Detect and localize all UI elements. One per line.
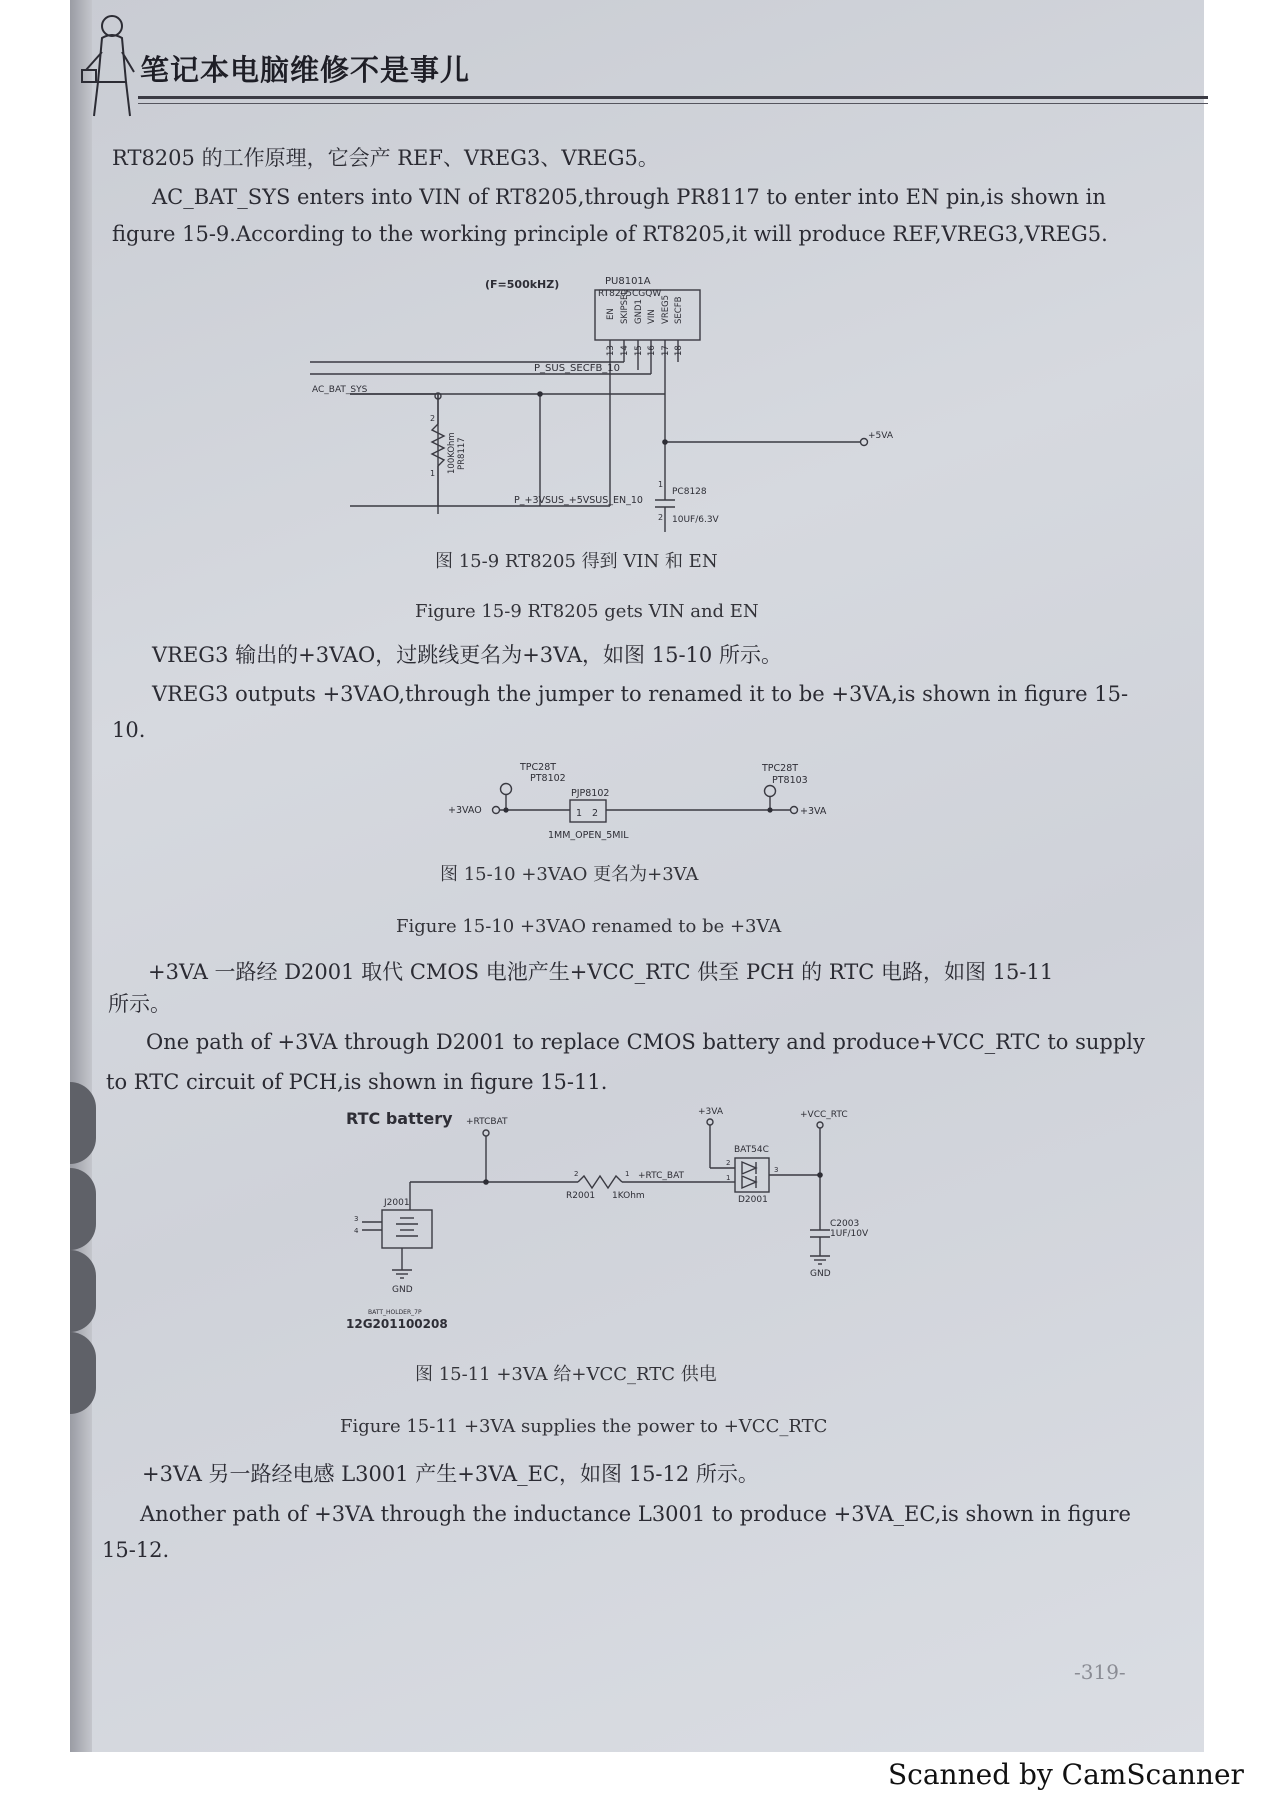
thumb-tab-3 <box>70 1250 96 1332</box>
thumb-tab-4 <box>70 1332 96 1414</box>
fig11-cap-val: 1UF/10V <box>830 1229 869 1239</box>
fig9-cap-pin2: 2 <box>658 513 664 522</box>
fig9-net-en: P_+3VSUS_+5VSUS_EN_10 <box>514 495 643 506</box>
fig11-caption-en: Figure 15-11 +3VA supplies the power to +VCC_RTC <box>340 1416 828 1437</box>
fig11-d-pin3: 3 <box>774 1166 779 1174</box>
fig11-net-3va: +3VA <box>698 1107 724 1117</box>
fig11-pin-a: 3 <box>354 1215 359 1223</box>
fig9-pin-skipsel: SKIPSEL <box>620 289 630 324</box>
technician-mascot-icon <box>80 12 140 120</box>
fig11-d-pin2: 2 <box>726 1159 731 1167</box>
book-title: 笔记本电脑维修不是事儿 <box>140 53 471 87</box>
fig11-diode-part: BAT54C <box>734 1145 769 1155</box>
fig11-holder: BATT_HOLDER_7P <box>368 1309 422 1316</box>
para3-en-line1: One path of +3VA through D2001 to replace CMOS battery and produce+VCC_RTC to supply <box>146 1030 1145 1054</box>
fig9-res-label: 100KOhm <box>447 432 457 474</box>
para1-en-line2: figure 15-9.According to the working principle of RT8205,it will produce REF,VREG3,VREG5. <box>112 222 1108 246</box>
fig9-pinnum-17: 17 <box>661 345 671 356</box>
fig11-res-ref: R2001 <box>566 1191 596 1201</box>
fig11-diode-ref: D2001 <box>738 1195 768 1205</box>
fig9-freq-label: (F=500kHZ) <box>485 278 560 291</box>
para4-cn: +3VA 另一路经电感 L3001 产生+3VA_EC，如图 15-12 所示。 <box>142 1462 759 1486</box>
fig10-tp1-ref: PT8102 <box>530 773 566 784</box>
fig9-cap-pin1: 1 <box>658 480 664 489</box>
fig9-pin-gnd1: GND1 <box>634 299 644 324</box>
fig11-part-no: 12G201100208 <box>346 1317 448 1331</box>
fig10-tp2-ref: PT8103 <box>772 775 808 786</box>
scanned-page <box>70 0 1204 1752</box>
fig9-pin-vreg5: VREG5 <box>661 294 671 324</box>
fig11-title: RTC battery <box>346 1109 453 1128</box>
fig11-res-pin2: 2 <box>574 1170 579 1178</box>
fig9-pinnum-18: 18 <box>674 345 684 356</box>
fig11-caption-cn: 图 15-11 +3VA 给+VCC_RTC 供电 <box>415 1364 717 1385</box>
fig9-ic-part: RT8205CGQW <box>598 289 662 299</box>
fig10-jumper-val: 1MM_OPEN_5MIL <box>548 830 629 841</box>
para2-en-line2: 10. <box>112 718 146 742</box>
fig11-cap-ref: C2003 <box>830 1219 860 1229</box>
fig9-res-pin1: 1 <box>430 469 436 478</box>
fig9-res-ref: PR8117 <box>457 437 467 470</box>
figure-15-10-schematic <box>370 752 827 852</box>
fig11-res-val: 1KOhm <box>612 1191 645 1201</box>
para4-en-line1: Another path of +3VA through the inductance L3001 to produce +3VA_EC,is shown in figure <box>140 1502 1131 1526</box>
para2-en-line1: VREG3 outputs +3VAO,through the jumper to renamed it to be +3VA,is shown in figure 15- <box>152 682 1129 706</box>
page-number: -319- <box>1074 1660 1126 1684</box>
figure-15-9-schematic <box>270 274 970 534</box>
fig11-d-pin1: 1 <box>726 1174 731 1182</box>
fig9-pin-en: EN <box>606 308 616 320</box>
fig11-pin-b: 4 <box>354 1227 359 1235</box>
fig11-res-pin1: 1 <box>625 1170 630 1178</box>
fig10-caption-cn: 图 15-10 +3VAO 更名为+3VA <box>440 864 699 885</box>
fig9-pin-secfb: SECFB <box>674 296 684 324</box>
fig10-tp2-type: TPC28T <box>762 763 799 774</box>
fig9-caption-en: Figure 15-9 RT8205 gets VIN and EN <box>415 601 759 622</box>
fig10-net-in: +3VAO <box>448 805 482 816</box>
thumb-tab-2 <box>70 1168 96 1250</box>
fig11-net-rtcbat: +RTCBAT <box>466 1117 508 1127</box>
fig10-tp1-type: TPC28T <box>520 762 557 773</box>
fig9-pinnum-13: 13 <box>606 345 616 356</box>
fig9-cap-val: 10UF/6.3V <box>672 515 719 525</box>
fig11-gnd2: GND <box>810 1269 831 1279</box>
fig10-pin2: 2 <box>592 808 599 819</box>
scanner-watermark: Scanned by CamScanner <box>888 1758 1244 1791</box>
fig10-jumper-ref: PJP8102 <box>571 788 610 799</box>
figure-15-11-schematic <box>310 1102 950 1342</box>
fig11-conn-ref: J2001 <box>384 1198 410 1208</box>
fig9-net-secfb: P_SUS_SECFB_10 <box>534 363 621 374</box>
para1-cn: RT8205 的工作原理，它会产 REF、VREG3、VREG5。 <box>112 146 659 170</box>
thumb-tab-1 <box>70 1082 96 1164</box>
para3-cn-line1: +3VA 一路经 D2001 取代 CMOS 电池产生+VCC_RTC 供至 PCH 的 RTC 电路，如图 15-11 <box>148 960 1054 984</box>
para3-en-line2: to RTC circuit of PCH,is shown in figure 15-11. <box>106 1070 608 1094</box>
fig10-caption-en: Figure 15-10 +3VAO renamed to be +3VA <box>396 916 782 937</box>
fig9-net-acbat: AC_BAT_SYS <box>312 385 368 395</box>
fig9-ic-ref: PU8101A <box>605 276 651 287</box>
fig10-pin1: 1 <box>576 808 583 819</box>
fig10-net-out: +3VA <box>800 806 827 817</box>
fig9-pin-vin: VIN <box>647 309 657 324</box>
page-spine <box>70 0 92 1752</box>
fig9-pinnum-16: 16 <box>647 345 657 356</box>
fig9-caption-cn: 图 15-9 RT8205 得到 VIN 和 EN <box>435 551 718 572</box>
fig11-net-rtc-bat: +RTC_BAT <box>638 1171 685 1181</box>
fig9-cap-ref: PC8128 <box>672 487 707 497</box>
header-rule <box>138 96 1208 99</box>
fig9-res-pin2: 2 <box>430 414 436 423</box>
para4-en-line2: 15-12. <box>102 1538 170 1562</box>
fig11-gnd1: GND <box>392 1285 413 1295</box>
fig11-net-vccrtc: +VCC_RTC <box>800 1110 848 1120</box>
para2-cn: VREG3 输出的+3VAO，过跳线更名为+3VA，如图 15-10 所示。 <box>152 643 782 667</box>
fig9-pinnum-14: 14 <box>620 345 630 356</box>
fig9-pinnum-15: 15 <box>634 345 644 356</box>
fig9-net-5va: +5VA <box>868 431 894 441</box>
header-rule-thin <box>138 103 1208 104</box>
para1-en-line1: AC_BAT_SYS enters into VIN of RT8205,through PR8117 to enter into EN pin,is shown in <box>152 185 1106 209</box>
para3-cn-line2: 所示。 <box>108 992 171 1016</box>
